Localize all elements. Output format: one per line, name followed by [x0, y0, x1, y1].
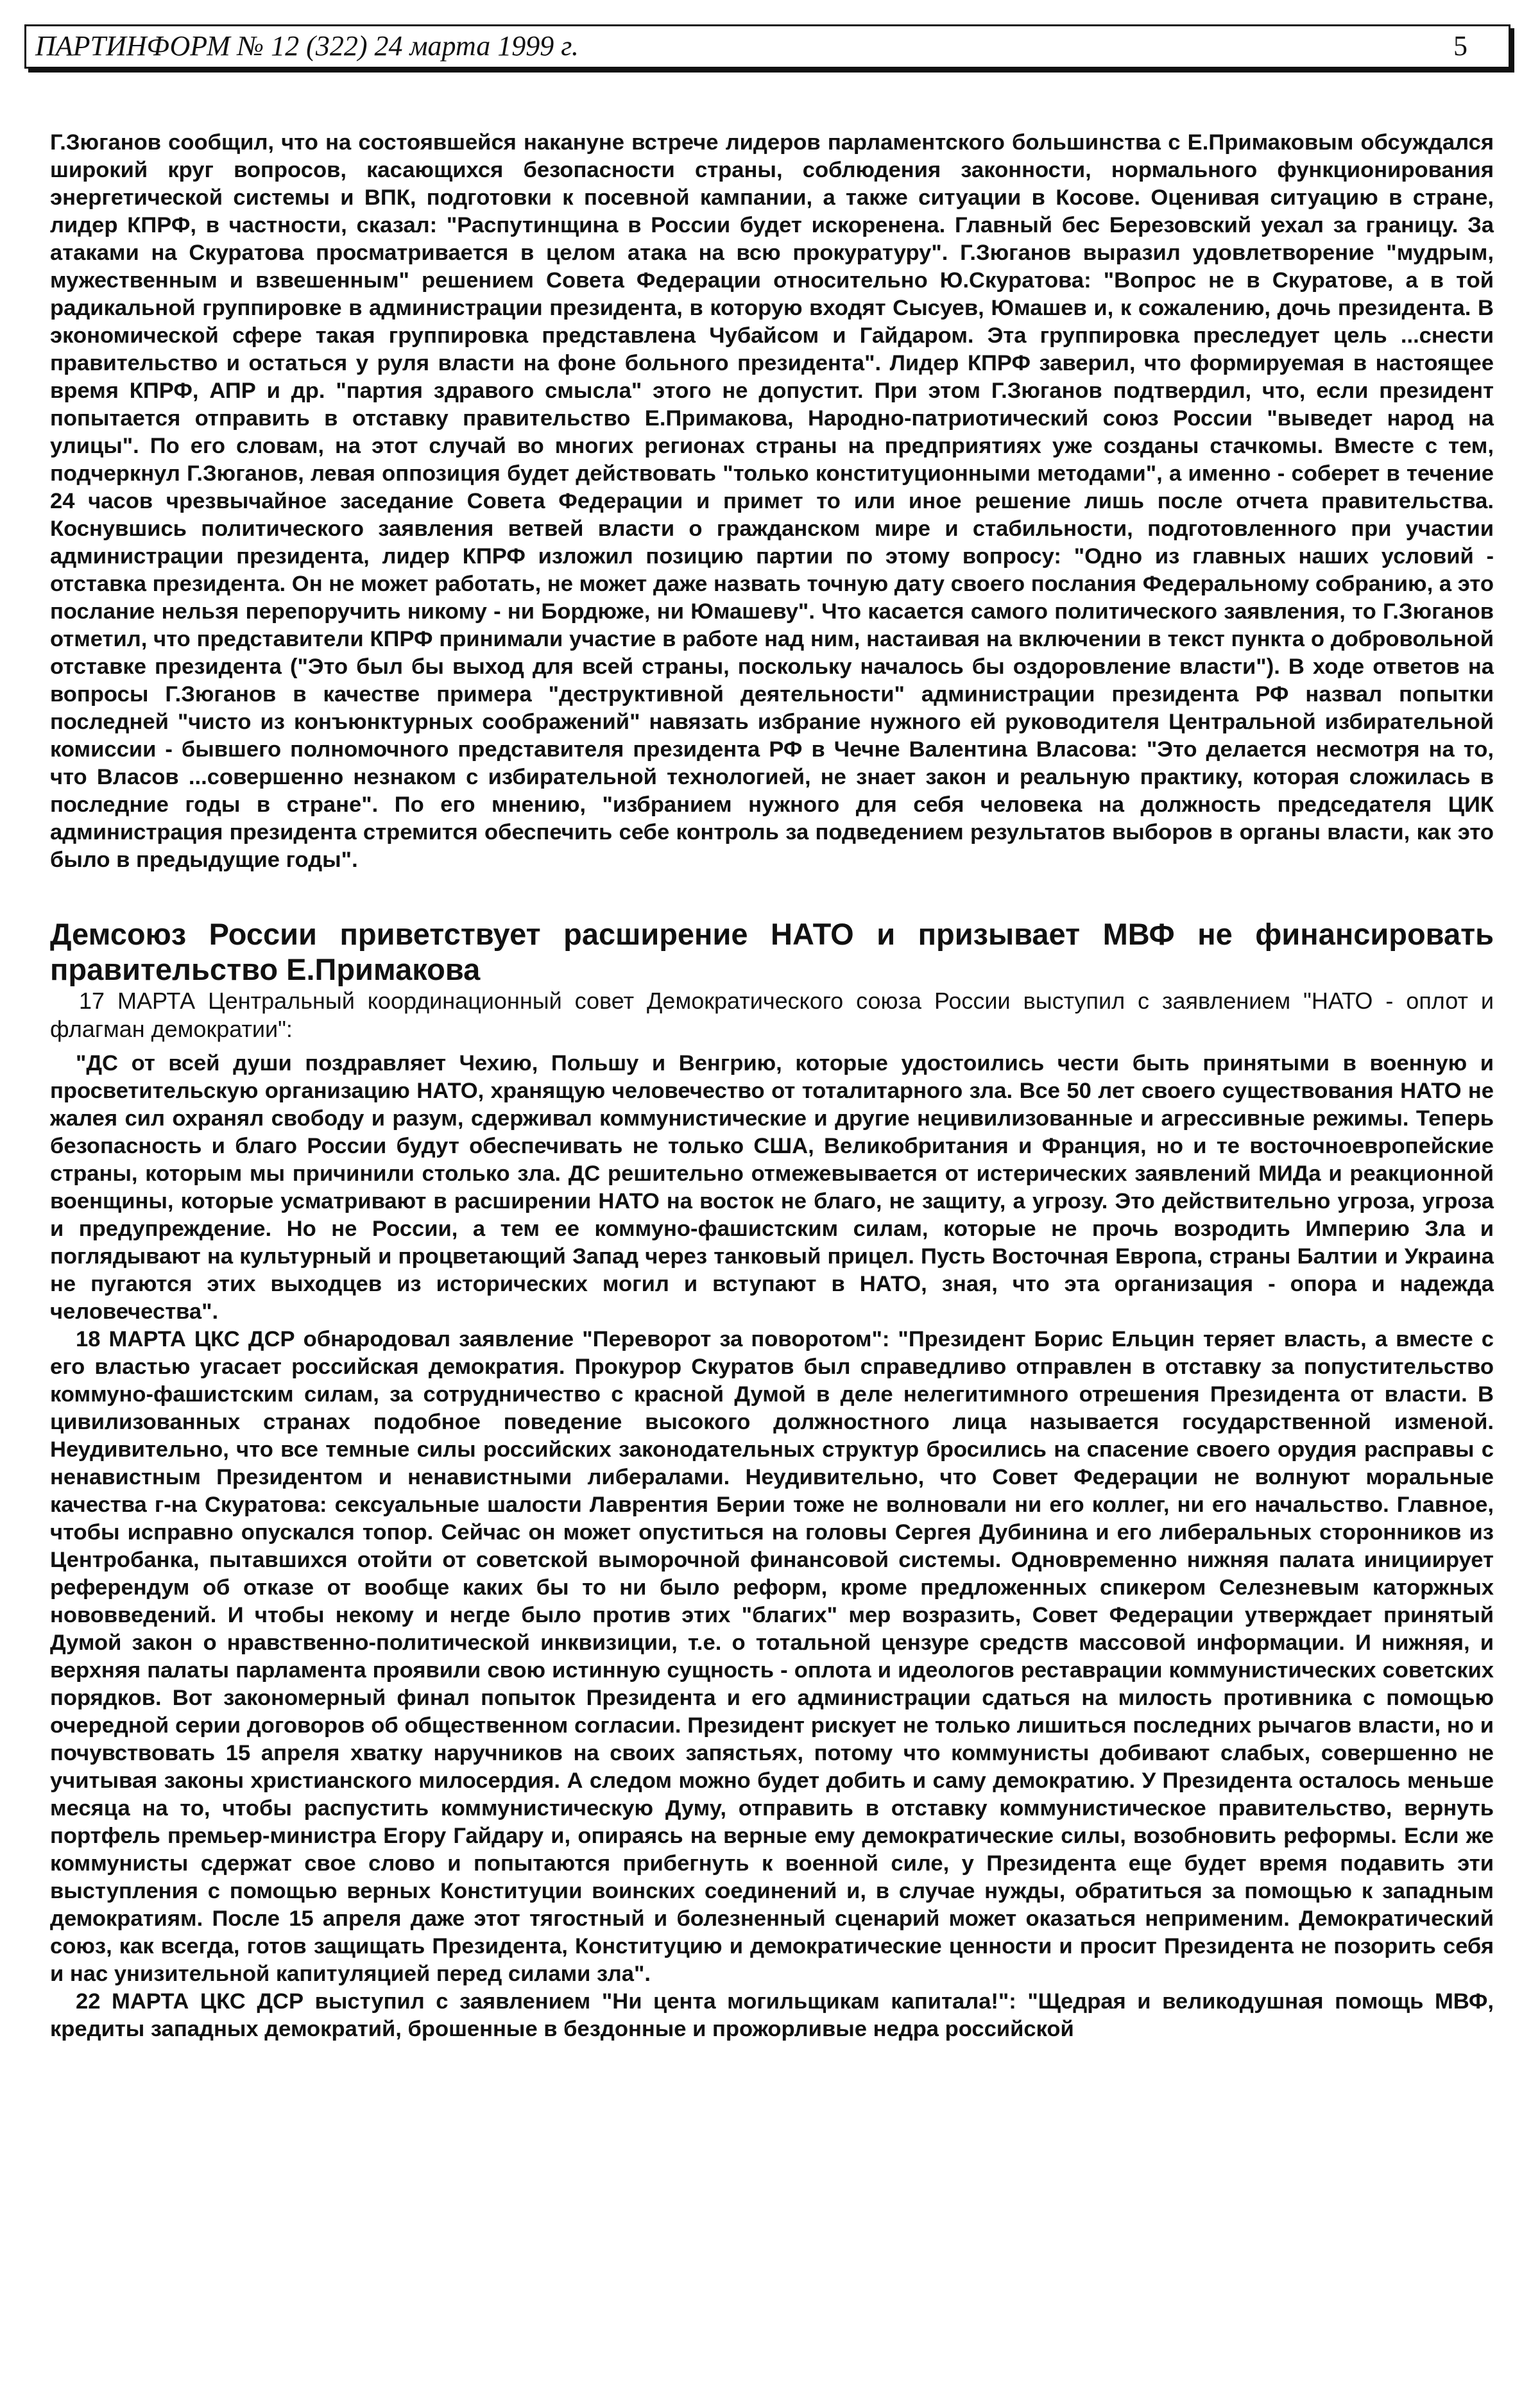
publication-title: ПАРТИНФОРМ № 12 (322) 24 марта 1999 г.	[35, 30, 579, 62]
page-content	[50, 129, 1494, 2043]
article-demsoyuz-heading: Демсоюз России приветствует расширение НАТО и призывает МВФ не финансировать правительство Е.Примакова	[50, 917, 1494, 986]
intro-gap	[50, 1043, 1494, 1050]
article-demsoyuz-paragraph-nato: "ДС от всей души поздравляет Чехию, Польшу и Венгрию, которые удостоились чести быть принятыми в военную и просветительскую организацию НАТО, хранящую человечество от тоталитарного зла. Все 50 лет своего существования НАТО не жалея сил охранял свободу и разум, сдерживал коммунистические и другие нецивилизованные и агрессивные режимы. Теперь безопасность и благо России будут обеспечивать не только США, Великобритания и Франция, но и те восточноевропейские страны, которым мы причинили столько зла. ДС решительно отмежевывается от истерических заявлений МИДа и реакционной военщины, которые усматривают в расширении НАТО на восток не благо, не защиту, а угрозу. Это действительно угроза, угроза и предупреждение. Но не России, а тем ее коммуно-фашистским силам, которые не прочь возродить Империю Зла и поглядывают на культурный и процветающий Запад через танковый прицел. Пусть Восточная Европа, страны Балтии и Украина не пугаются этих выходцев из исторических могил и вступают в НАТО, зная, что эта организация - опора и надежда человечества".	[50, 1051, 1494, 1324]
article-zyuganov-paragraph: Г.Зюганов сообщил, что на состоявшейся накануне встрече лидеров парламентского большинства с Е.Примаковым обсуждался широкий круг вопросов, касающихся безопасности страны, соблюдения законности, нормального функционирования энергетической системы и ВПК, подготовки к посевной кампании, а также ситуации в Косове. Оценивая ситуацию в стране, лидер КПРФ, в частности, сказал: "Распутинщина в России будет искоренена. Главный бес Березовский уехал за границу. За атаками на Скуратова просматривается в целом атака на всю прокуратуру". Г.Зюганов выразил удовлетворение "мудрым, мужественным и взвешенным" решением Совета Федерации относительно Ю.Скуратова: "Вопрос не в Скуратове, а в той радикальной группировке в администрации президента, в которую входят Сысуев, Юмашев и, к сожалению, дочь президента. В экономической сфере такая группировка представлена Чубайсом и Гайдаром. Эта группировка преследует цель ...снести правительство и остаться у руля власти на фоне больного президента". Лидер КПРФ заверил, что формируемая в настоящее время КПРФ, АПР и др. "партия здравого смысла" этого не допустит. При этом Г.Зюганов подтвердил, что, если президент попытается отправить в отставку правительство Е.Примакова, Народно-патриотический союз России "выведет народ на улицы". По его словам, на этот случай во многих регионах страны на предприятиях уже созданы стачкомы. Вместе с тем, подчеркнул Г.Зюганов, левая оппозиция будет действовать "только конституционными методами", а именно - соберет в течение 24 часов чрезвычайное заседание Совета Федерации и примет то или иное решение лишь после отчета правительства. Коснувшись политического заявления ветвей власти о гражданском мире и стабильности, подготовленного при участии администрации президента, лидер КПРФ изложил позицию партии по этому вопросу: "Одно из главных наших условий - отставка президента. Он не может работать, не может даже назвать точную дату своего послания Федеральному собранию, а это послание нельзя перепоручить никому - ни Бордюже, ни Юмашеву". Что касается самого политического заявления, то Г.Зюганов отметил, что представители КПРФ принимали участие в работе над ним, настаивая на включении в текст пункта о добровольной отставке президента ("Это был бы выход для всей страны, поскольку началось бы оздоровление власти"). В ходе ответов на вопросы Г.Зюганов в качестве примера "деструктивной деятельности" администрации президента РФ назвал попытки последней "чисто из конъюнктурных соображений" навязать избрание нужного ей руководителя Центральной избирательной комиссии - бывшего полномочного представителя президента РФ в Чечне Валентина Власова: "Это делается несмотря на то, что Власов ...совершенно незнаком с избирательной технологией, не знает закон и реальную практику, которая сложилась в последние годы в стране". По его мнению, "избранием нужного для себя человека на должность председателя ЦИК администрация президента стремится обеспечить себе контроль за подведением результатов выборов в органы власти, как это было в предыдущие годы".	[50, 130, 1494, 872]
page-number: 5	[1453, 30, 1467, 62]
section-gap	[50, 874, 1494, 916]
newspaper-page	[24, 24, 1516, 2360]
article-demsoyuz-paragraph-march18: 18 МАРТА ЦКС ДСР обнародовал заявление "Переворот за поворотом": "Президент Борис Ельцин теряет власть, а вместе с его властью угасает российская демократия. Прокурор Скуратов был справедливо отправлен в отставку за попустительство коммуно-фашистским силам, за сотрудничество с красной Думой в деле нелегитимного отрешения Президента от власти. В цивилизованных странах подобное поведение высокого должностного лица называется государственной изменой. Неудивительно, что все темные силы российских законодательных структур бросились на спасение своего орудия расправы с ненавистным Президентом и ненавистными либералами. Неудивительно, что Совет Федерации не волнуют моральные качества г-на Скуратова: сексуальные шалости Лаврентия Берии тоже не волновали ни его коллег, ни его начальство. Главное, чтобы исправно опускался топор. Сейчас он может опуститься на головы Сергея Дубинина и его либеральных сторонников из Центробанка, пытавшихся отойти от советской выморочной финансовой системы. Одновременно нижняя палата инициирует референдум об отказе от вообще каких бы то ни было реформ, кроме предложенных спикером Селезневым каторжных нововведений. И чтобы некому и негде было против этих "благих" мер возразить, Совет Федерации утверждает принятый Думой закон о нравственно-политической инквизиции, т.е. о тотальной цензуре средств массовой информации. И нижняя, и верхняя палаты парламента проявили свою истинную сущность - оплота и идеологов реставрации коммунистических советских порядков. Вот закономерный финал попыток Президента и его администрации сдаться на милость противника с помощью очередной серии договоров об общественном согласии. Президент рискует не только лишиться последних рычагов власти, но и почувствовать 15 апреля хватку наручников на своих запястьях, потому что коммунисты добивают слабых, совершенно не учитывая законы христианского милосердия. А следом можно будет добить и саму демократию. У Президента осталось меньше месяца на то, чтобы распустить коммунистическую Думу, отправить в отставку коммунистическое правительство, вернуть портфель премьер-министра Егору Гайдару и, опираясь на верные ему демократические силы, возобновить реформы. Если же коммунисты сдержат свое слово и попытаются прибегнуть к военной силе, у Президента еще будет время подавить эти выступления с помощью верных Конституции воинских соединений и, в случае нужды, обратиться за помощью к западным демократиям. После 15 апреля даже этот тягостный и болезненный сценарий может оказаться неприменим. Демократический союз, как всегда, готов защищать Президента, Конституцию и демократические ценности и просит Президента не позорить себя и нас унизительной капитуляцией перед силами зла".	[50, 1327, 1494, 1986]
page-header	[24, 24, 1510, 69]
article-demsoyuz-paragraph-march22: 22 МАРТА ЦКС ДСР выступил с заявлением "Ни цента могильщикам капитала!": "Щедрая и великодушная помощь МВФ, кредиты западных демократий, брошенные в бездонные и прожорливые недра российской	[50, 1989, 1494, 2041]
article-demsoyuz-intro: 17 МАРТА Центральный координационный совет Демократического союза России выступил с заявлением "НАТО - оплот и флагман демократии":	[50, 988, 1494, 1042]
